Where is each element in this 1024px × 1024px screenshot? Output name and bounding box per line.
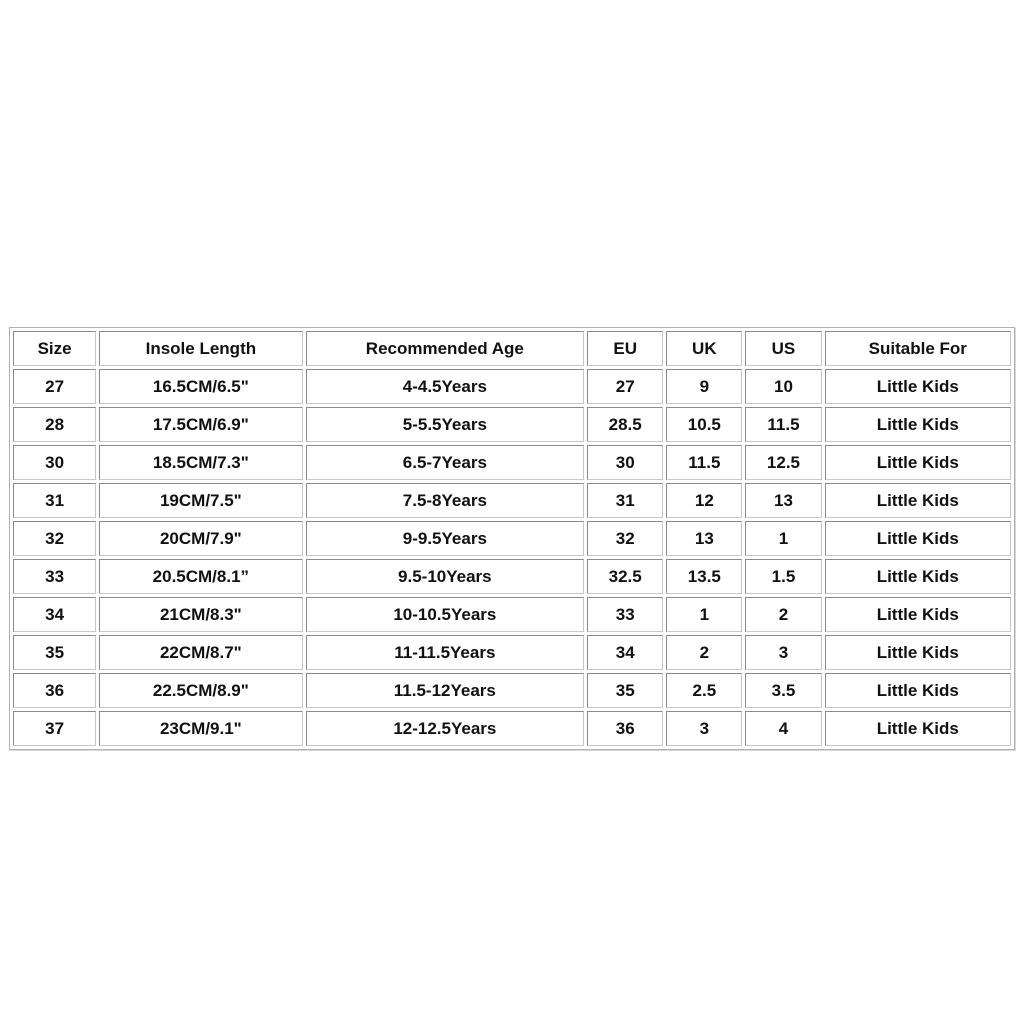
cell-eu: 35 bbox=[587, 673, 663, 708]
cell-uk: 12 bbox=[666, 483, 742, 518]
cell-us: 1 bbox=[745, 521, 821, 556]
cell-insole-length: 23CM/9.1" bbox=[99, 711, 302, 746]
cell-uk: 9 bbox=[666, 369, 742, 404]
cell-suitable-for: Little Kids bbox=[825, 673, 1011, 708]
header-eu: EU bbox=[587, 331, 663, 366]
table-row bbox=[13, 673, 1011, 708]
cell-us: 12.5 bbox=[745, 445, 821, 480]
cell-us: 13 bbox=[745, 483, 821, 518]
table-row bbox=[13, 711, 1011, 746]
cell-uk: 1 bbox=[666, 597, 742, 632]
cell-us: 10 bbox=[745, 369, 821, 404]
table-row bbox=[13, 483, 1011, 518]
cell-eu: 28.5 bbox=[587, 407, 663, 442]
cell-insole-length: 22.5CM/8.9" bbox=[99, 673, 302, 708]
cell-uk: 10.5 bbox=[666, 407, 742, 442]
table-row bbox=[13, 597, 1011, 632]
cell-eu: 30 bbox=[587, 445, 663, 480]
header-us: US bbox=[745, 331, 821, 366]
cell-suitable-for: Little Kids bbox=[825, 559, 1011, 594]
cell-us: 3 bbox=[745, 635, 821, 670]
cell-insole-length: 19CM/7.5" bbox=[99, 483, 302, 518]
table-header-row bbox=[13, 331, 1011, 366]
cell-recommended-age: 9.5-10Years bbox=[306, 559, 585, 594]
cell-insole-length: 18.5CM/7.3" bbox=[99, 445, 302, 480]
table-row bbox=[13, 407, 1011, 442]
size-chart-table bbox=[9, 327, 1015, 750]
cell-suitable-for: Little Kids bbox=[825, 521, 1011, 556]
cell-size: 31 bbox=[13, 483, 96, 518]
cell-recommended-age: 4-4.5Years bbox=[306, 369, 585, 404]
cell-suitable-for: Little Kids bbox=[825, 369, 1011, 404]
cell-suitable-for: Little Kids bbox=[825, 445, 1011, 480]
cell-uk: 13.5 bbox=[666, 559, 742, 594]
cell-eu: 34 bbox=[587, 635, 663, 670]
cell-size: 27 bbox=[13, 369, 96, 404]
cell-suitable-for: Little Kids bbox=[825, 597, 1011, 632]
cell-recommended-age: 11-11.5Years bbox=[306, 635, 585, 670]
cell-size: 36 bbox=[13, 673, 96, 708]
cell-recommended-age: 11.5-12Years bbox=[306, 673, 585, 708]
cell-recommended-age: 5-5.5Years bbox=[306, 407, 585, 442]
cell-recommended-age: 6.5-7Years bbox=[306, 445, 585, 480]
cell-suitable-for: Little Kids bbox=[825, 407, 1011, 442]
cell-recommended-age: 9-9.5Years bbox=[306, 521, 585, 556]
cell-eu: 31 bbox=[587, 483, 663, 518]
cell-insole-length: 16.5CM/6.5" bbox=[99, 369, 302, 404]
cell-eu: 36 bbox=[587, 711, 663, 746]
cell-size: 34 bbox=[13, 597, 96, 632]
cell-insole-length: 20.5CM/8.1” bbox=[99, 559, 302, 594]
cell-insole-length: 20CM/7.9" bbox=[99, 521, 302, 556]
header-uk: UK bbox=[666, 331, 742, 366]
cell-us: 3.5 bbox=[745, 673, 821, 708]
cell-eu: 32 bbox=[587, 521, 663, 556]
cell-size: 33 bbox=[13, 559, 96, 594]
cell-eu: 32.5 bbox=[587, 559, 663, 594]
cell-uk: 2.5 bbox=[666, 673, 742, 708]
cell-uk: 2 bbox=[666, 635, 742, 670]
table-row bbox=[13, 559, 1011, 594]
cell-recommended-age: 10-10.5Years bbox=[306, 597, 585, 632]
header-suitable-for: Suitable For bbox=[825, 331, 1011, 366]
cell-insole-length: 22CM/8.7" bbox=[99, 635, 302, 670]
cell-us: 2 bbox=[745, 597, 821, 632]
cell-recommended-age: 7.5-8Years bbox=[306, 483, 585, 518]
table-row bbox=[13, 445, 1011, 480]
cell-us: 4 bbox=[745, 711, 821, 746]
cell-insole-length: 21CM/8.3" bbox=[99, 597, 302, 632]
header-size: Size bbox=[13, 331, 96, 366]
cell-size: 32 bbox=[13, 521, 96, 556]
cell-recommended-age: 12-12.5Years bbox=[306, 711, 585, 746]
table-row bbox=[13, 635, 1011, 670]
cell-uk: 3 bbox=[666, 711, 742, 746]
cell-uk: 13 bbox=[666, 521, 742, 556]
table-row bbox=[13, 521, 1011, 556]
cell-us: 11.5 bbox=[745, 407, 821, 442]
cell-size: 35 bbox=[13, 635, 96, 670]
cell-size: 28 bbox=[13, 407, 96, 442]
header-insole-length: Insole Length bbox=[99, 331, 302, 366]
cell-eu: 33 bbox=[587, 597, 663, 632]
cell-insole-length: 17.5CM/6.9" bbox=[99, 407, 302, 442]
cell-size: 30 bbox=[13, 445, 96, 480]
header-recommended-age: Recommended Age bbox=[306, 331, 585, 366]
cell-size: 37 bbox=[13, 711, 96, 746]
cell-uk: 11.5 bbox=[666, 445, 742, 480]
cell-suitable-for: Little Kids bbox=[825, 483, 1011, 518]
cell-us: 1.5 bbox=[745, 559, 821, 594]
cell-suitable-for: Little Kids bbox=[825, 635, 1011, 670]
cell-suitable-for: Little Kids bbox=[825, 711, 1011, 746]
cell-eu: 27 bbox=[587, 369, 663, 404]
table-row bbox=[13, 369, 1011, 404]
